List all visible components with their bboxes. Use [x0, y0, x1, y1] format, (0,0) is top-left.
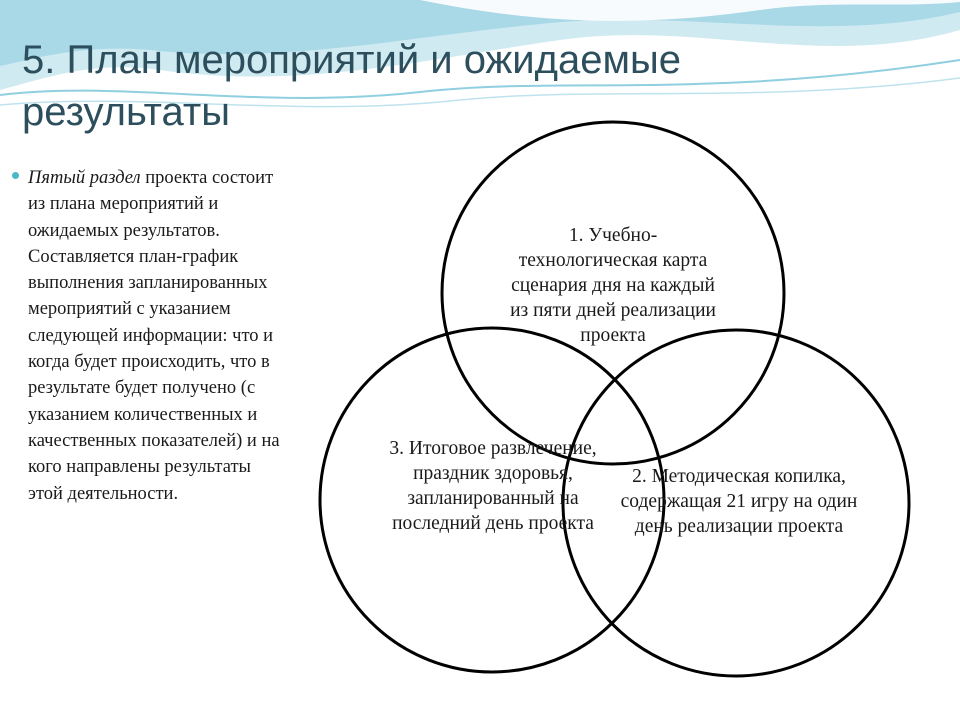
venn-label-1: 1. Учебно-технологическая карта сценария дня на каждый из пяти дней реализации проекта	[510, 225, 716, 346]
venn-label-2: 2. Методическая копилка, содержащая 21 игру на один день реализации проекта	[620, 466, 858, 537]
bullet-lead-italic: Пятый раздел	[28, 168, 141, 188]
slide-title: 5. План мероприятий и ожидаемые результаты	[22, 38, 681, 134]
bullet-text: проекта состоит из плана мероприятий и ожидаемых результатов. Составляется план-график выполнения запланированных мероприятий с указанием следующей информации: что и когда будет происходить, что в результате будет получено (с указанием количественных и качественных показателей) и на кого направлены результаты этой деятельности.	[28, 168, 280, 504]
bullet-icon	[12, 172, 19, 179]
venn-diagram	[300, 120, 940, 720]
bullet-paragraph	[28, 165, 290, 507]
venn-circles	[300, 120, 940, 720]
venn-label-3: 3. Итоговое развлечение, праздник здоровья, запланированный на последний день проекта	[389, 438, 597, 534]
